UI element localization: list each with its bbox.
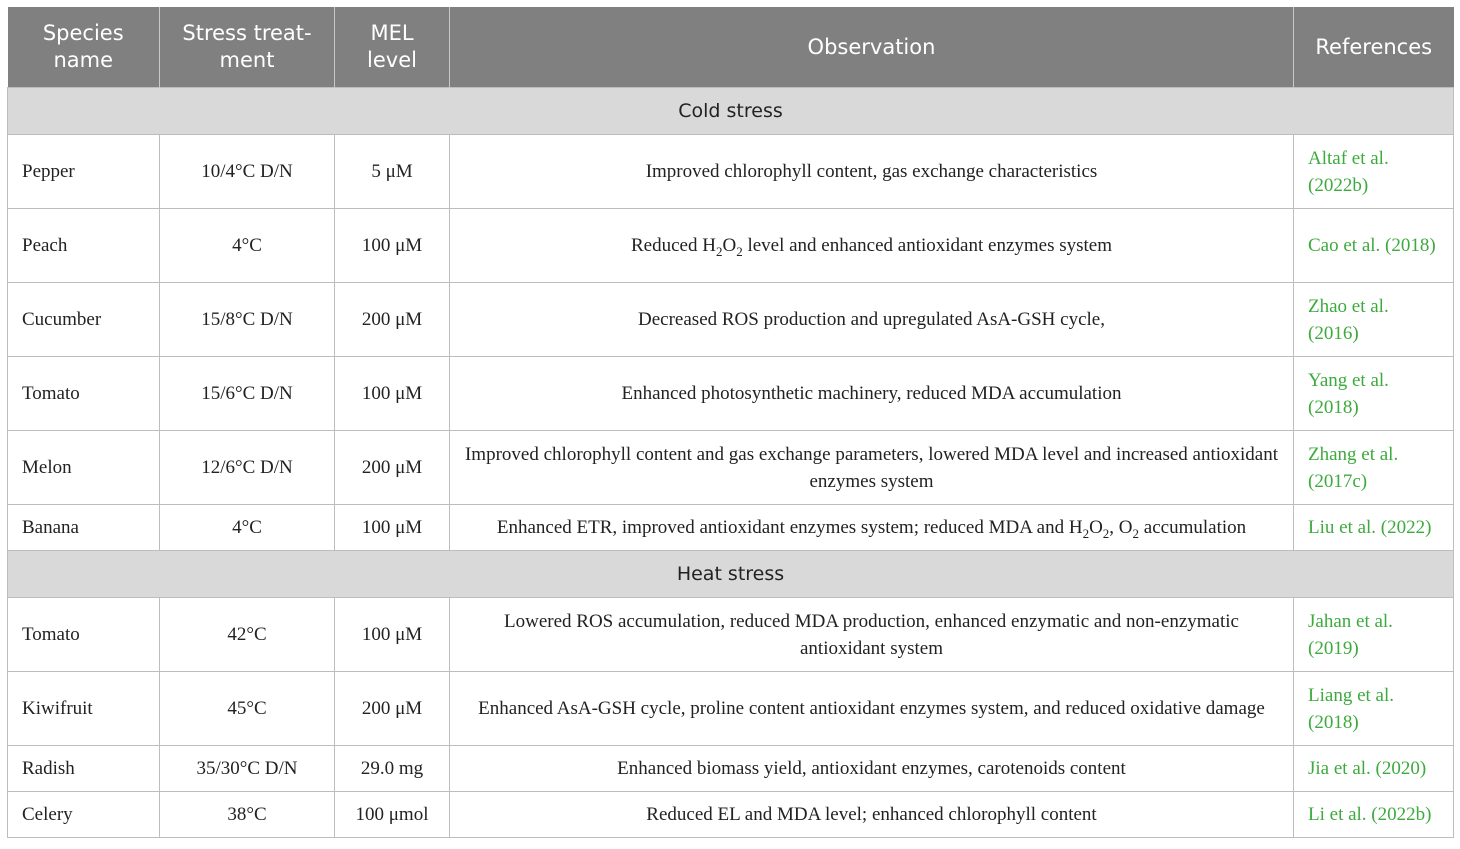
stress-cell: 4°C: [160, 209, 335, 283]
mel-level-cell: 200 μM: [335, 431, 450, 505]
reference-link[interactable]: Zhao et al. (2016): [1294, 283, 1454, 357]
observation-cell: Enhanced biomass yield, antioxidant enzymes, carotenoids content: [450, 746, 1294, 792]
observation-cell: Lowered ROS accumulation, reduced MDA production, enhanced enzymatic and non-enzymatic antioxidant system: [450, 598, 1294, 672]
species-cell: Tomato: [8, 598, 160, 672]
col-header-mel: MEL level: [335, 7, 450, 88]
table-row: [8, 431, 1454, 505]
table-row: [8, 357, 1454, 431]
reference-link[interactable]: Cao et al. (2018): [1294, 209, 1454, 283]
col-header-stress: Stress treat- ment: [160, 7, 335, 88]
mel-level-cell: 100 μmol: [335, 792, 450, 838]
stress-cell: 15/6°C D/N: [160, 357, 335, 431]
stress-cell: 38°C: [160, 792, 335, 838]
table-row: [8, 746, 1454, 792]
mel-level-cell: 100 μM: [335, 505, 450, 551]
species-cell: Kiwifruit: [8, 672, 160, 746]
stress-cell: 15/8°C D/N: [160, 283, 335, 357]
stress-cell: 12/6°C D/N: [160, 431, 335, 505]
melatonin-stress-table: [7, 7, 1454, 838]
observation-cell: Decreased ROS production and upregulated AsA-GSH cycle,: [450, 283, 1294, 357]
species-cell: Radish: [8, 746, 160, 792]
mel-level-cell: 200 μM: [335, 672, 450, 746]
table-row: [8, 505, 1454, 551]
species-cell: Melon: [8, 431, 160, 505]
reference-link[interactable]: Li et al. (2022b): [1294, 792, 1454, 838]
reference-link[interactable]: Jia et al. (2020): [1294, 746, 1454, 792]
mel-level-cell: 200 μM: [335, 283, 450, 357]
mel-level-cell: 100 μM: [335, 357, 450, 431]
table-row: [8, 283, 1454, 357]
reference-link[interactable]: Liang et al. (2018): [1294, 672, 1454, 746]
reference-link[interactable]: Liu et al. (2022): [1294, 505, 1454, 551]
reference-link[interactable]: Zhang et al. (2017c): [1294, 431, 1454, 505]
col-header-references: References: [1294, 7, 1454, 88]
species-cell: Cucumber: [8, 283, 160, 357]
stress-cell: 45°C: [160, 672, 335, 746]
stress-cell: 4°C: [160, 505, 335, 551]
species-cell: Tomato: [8, 357, 160, 431]
reference-link[interactable]: Jahan et al. (2019): [1294, 598, 1454, 672]
mel-level-cell: 100 μM: [335, 209, 450, 283]
stress-cell: 42°C: [160, 598, 335, 672]
table-row: [8, 598, 1454, 672]
mel-level-cell: 100 μM: [335, 598, 450, 672]
observation-cell: Enhanced AsA-GSH cycle, proline content antioxidant enzymes system, and reduced oxidative damage: [450, 672, 1294, 746]
observation-cell: Improved chlorophyll content and gas exchange parameters, lowered MDA level and increased antioxidant enzymes system: [450, 431, 1294, 505]
table-row: [8, 135, 1454, 209]
table-row: [8, 209, 1454, 283]
col-header-observation: Observation: [450, 7, 1294, 88]
species-cell: Peach: [8, 209, 160, 283]
observation-cell: Reduced $H_2O_2$ level and enhanced antioxidant enzymes system: [450, 209, 1294, 283]
col-header-species: Species name: [8, 7, 160, 88]
section-title: Cold stress: [8, 88, 1454, 135]
mel-level-cell: 29.0 mg: [335, 746, 450, 792]
species-cell: Pepper: [8, 135, 160, 209]
section-header-row: [8, 551, 1454, 598]
section-header-row: [8, 88, 1454, 135]
observation-cell: Enhanced photosynthetic machinery, reduced MDA accumulation: [450, 357, 1294, 431]
section-title: Heat stress: [8, 551, 1454, 598]
stress-cell: 10/4°C D/N: [160, 135, 335, 209]
table-row: [8, 672, 1454, 746]
species-cell: Celery: [8, 792, 160, 838]
reference-link[interactable]: Yang et al. (2018): [1294, 357, 1454, 431]
table-row: [8, 792, 1454, 838]
stress-cell: 35/30°C D/N: [160, 746, 335, 792]
observation-cell: Reduced EL and MDA level; enhanced chlorophyll content: [450, 792, 1294, 838]
table-header-row: [8, 7, 1454, 88]
observation-cell: Improved chlorophyll content, gas exchange characteristics: [450, 135, 1294, 209]
species-cell: Banana: [8, 505, 160, 551]
mel-level-cell: 5 μM: [335, 135, 450, 209]
observation-cell: Enhanced ETR, improved antioxidant enzymes system; reduced MDA and $H_2O_2$, $O_2$ accumulation: [450, 505, 1294, 551]
reference-link[interactable]: Altaf et al. (2022b): [1294, 135, 1454, 209]
